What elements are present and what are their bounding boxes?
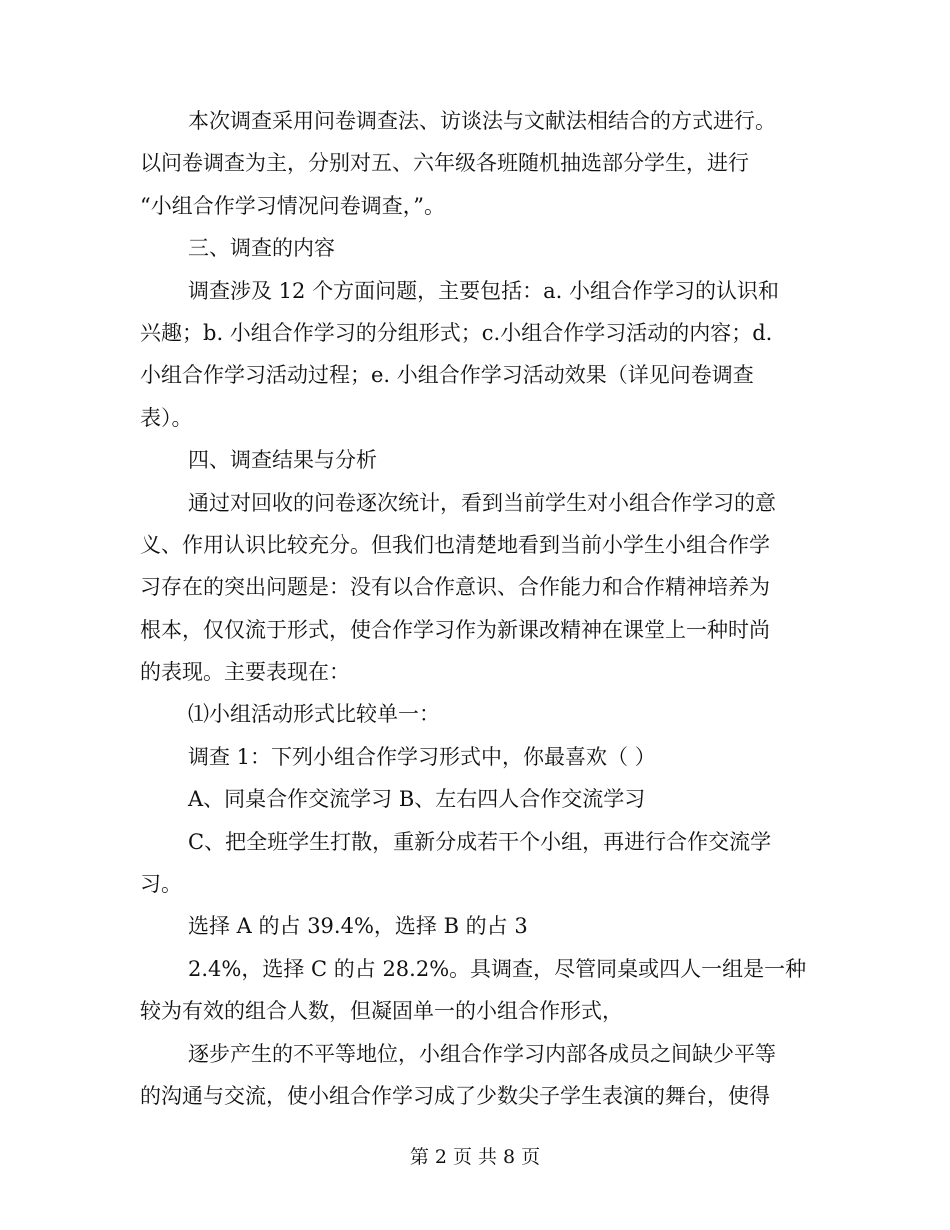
text-line: 习存在的突出问题是：没有以合作意识、合作能力和合作精神培养为 [140,575,770,600]
text-line: 逐步产生的不平等地位，小组合作学习内部各成员之间缺少平等 [188,1041,776,1066]
text-line: 通过对回收的问卷逐次统计，看到当前学生对小组合作学习的意 [188,490,776,515]
text-line: 调查 1：下列小组合作学习形式中，你最喜欢（ ） [188,744,656,769]
text-line: 较为有效的组合人数，但凝固单一的小组合作形式， [140,999,623,1024]
text-line: 小组合作学习活动过程；e. 小组合作学习活动效果（详见问卷调查 [140,363,754,388]
text-line: 的沟通与交流，使小组合作学习成了少数尖子学生表演的舞台，使得 [140,1083,770,1108]
text-line: 四、调查结果与分析 [188,448,377,473]
text-line: 选择 A 的占 39.4%，选择 B 的占 3 [188,914,528,939]
document-body [140,100,812,1117]
text-line: 三、调查的内容 [188,236,335,261]
text-line: 以问卷调查为主，分别对五、六年级各班随机抽选部分学生，进行 [140,151,749,176]
text-line: A、同桌合作交流学习 B、左右四人合作交流学习 [188,787,646,812]
text-line: C、把全班学生打散，重新分成若干个小组，再进行合作交流学 [188,829,772,854]
text-line: ⑴小组活动形式比较单一： [188,702,440,727]
text-line: 根本，仅仅流于形式，使合作学习作为新课改精神在课堂上一种时尚 [140,617,770,642]
text-line: 习。 [140,872,182,897]
page-footer: 第 2 页 共 8 页 [409,1146,541,1168]
text-line: 本次调查采用问卷调查法、访谈法与文献法相结合的方式进行。 [188,109,776,133]
text-line: “小组合作学习情况问卷调查，”。 [140,193,445,218]
text-line: 兴趣；b. 小组合作学习的分组形式；c.小组合作学习活动的内容；d. [140,320,773,345]
text-line: 表）。 [140,405,193,430]
text-line: 调查涉及 12 个方面问题，主要包括：a. 小组合作学习的认识和 [188,278,779,303]
text-line: 2.4%，选择 C 的占 28.2%。具调查，尽管同桌或四人一组是一种 [188,956,807,981]
text-line: 的表现。主要表现在： [140,660,350,685]
text-line: 义、作用认识比较充分。但我们也清楚地看到当前小学生小组合作学 [140,532,770,557]
